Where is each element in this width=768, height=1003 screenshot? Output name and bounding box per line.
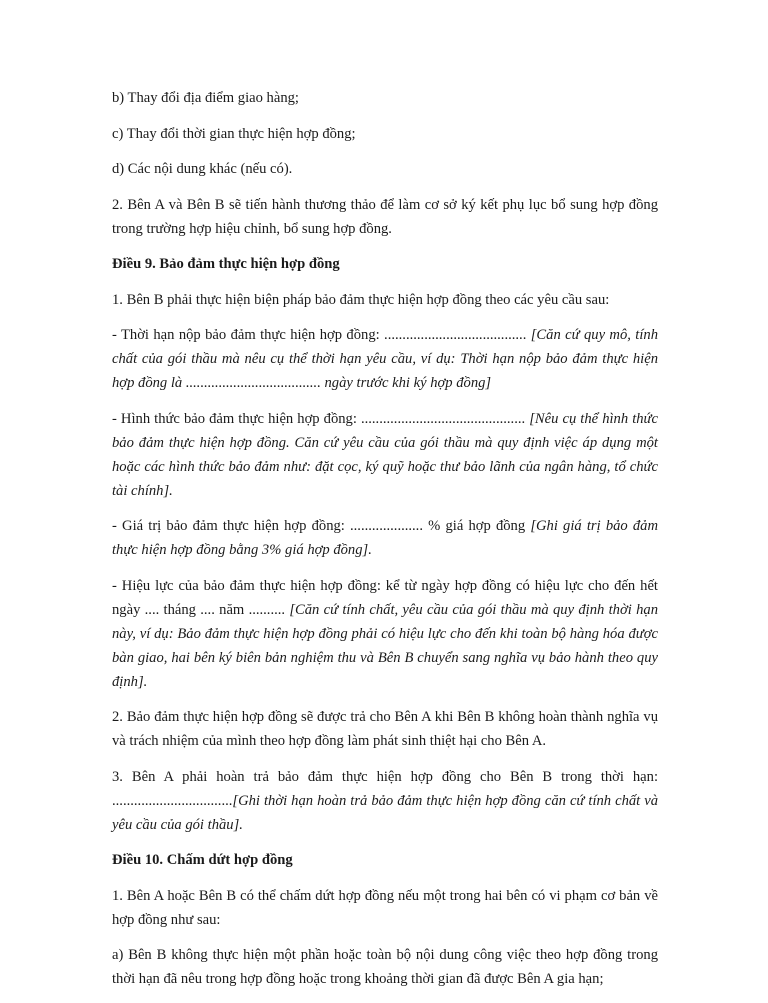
clause-10-1-termination: 1. Bên A hoặc Bên B có thể chấm dứt hợp đồng nếu một trong hai bên có vi phạm cơ bản về hợp đồng như sau: [112,887,658,928]
guarantee-form-note: [Nêu cụ thể hình thức bảo đảm thực hiện hợp đồng. Căn cứ yêu cầu của gói thầu mà quy định việc áp dụng một hoặc các hình thức bảo đảm như: đặt cọc, ký quỹ hoặc thư bảo lãnh của ngân hàng, tổ chức tài chính]. [112,410,658,499]
clause-9-2-forfeit: 2. Bảo đảm thực hiện hợp đồng sẽ được trả cho Bên A khi Bên B không hoàn thành nghĩa vụ và trách nhiệm của mình theo hợp đồng làm phát sinh thiệt hại cho Bên A. [112,709,658,749]
clause-9-1-requirement: 1. Bên B phải thực hiện biện pháp bảo đảm thực hiện hợp đồng theo các yêu cầu sau: [112,291,610,308]
article-9-heading: Điều 9. Bảo đảm thực hiện hợp đồng [112,256,340,272]
article-10-heading: Điều 10. Chấm dứt hợp đồng [112,852,293,868]
guarantee-value [112,514,658,562]
item-b-delivery-location: b) Thay đổi địa điểm giao hàng; [112,90,299,106]
guarantee-validity [112,574,658,694]
guarantee-deadline-note: [Căn cứ quy mô, tính chất của gói thầu mà nêu cụ thể thời hạn yêu cầu, ví dụ: Thời hạn nộp bảo đảm thực hiện hợp đồng là ..................................... ngày trước khi ký hợp đồng] [112,327,659,391]
item-c-contract-time: c) Thay đổi thời gian thực hiện hợp đồng; [112,125,356,142]
item-a-nonperformance: a) Bên B không thực hiện một phần hoặc toàn bộ nội dung công việc theo hợp đồng trong thời hạn đã nêu trong hợp đồng hoặc trong khoảng thời gian đã được Bên A gia hạn; [112,947,658,987]
item-d-other-content: d) Các nội dung khác (nếu có). [112,161,293,177]
refund-note: [Ghi thời hạn hoàn trả bảo đảm thực hiện hợp đồng căn cứ tính chất và yêu cầu của gói thầu]. [112,792,658,833]
guarantee-validity-note: [Căn cứ tính chất, yêu cầu của gói thầu mà quy định thời hạn này, ví dụ: Bảo đảm thực hiện hợp đồng phải có hiệu lực cho đến khi toàn bộ hàng hóa được bàn giao, hai bên ký biên bản nghiệm thu và Bên B chuyển sang nghĩa vụ bảo hành theo quy định]. [112,601,658,690]
guarantee-submission-deadline [112,323,658,395]
guarantee-value-text: - Giá trị bảo đảm thực hiện hợp đồng: .................... % giá hợp đồng [112,518,531,534]
guarantee-form [112,407,658,503]
guarantee-deadline-text: - Thời hạn nộp bảo đảm thực hiện hợp đồng: ....................................... [112,327,531,343]
refund-text: 3. Bên A phải hoàn trả bảo đảm thực hiện hợp đồng cho Bên B trong thời hạn: ................................. [112,768,658,809]
clause-8-2-negotiation: 2. Bên A và Bên B sẽ tiến hành thương thảo để làm cơ sở ký kết phụ lục bổ sung hợp đồng trong trường hợp hiệu chỉnh, bổ sung hợp đồng. [112,196,658,237]
clause-9-3-refund [112,765,658,837]
guarantee-form-text: - Hình thức bảo đảm thực hiện hợp đồng: ............................................. [112,410,530,427]
guarantee-validity-text: - Hiệu lực của bảo đảm thực hiện hợp đồng: kể từ ngày hợp đồng có hiệu lực cho đến hết ngày .... tháng .... năm .......... [112,577,658,618]
guarantee-value-note: [Ghi giá trị bảo đảm thực hiện hợp đồng bằng 3% giá hợp đồng]. [112,518,659,558]
document-page [112,86,658,1003]
